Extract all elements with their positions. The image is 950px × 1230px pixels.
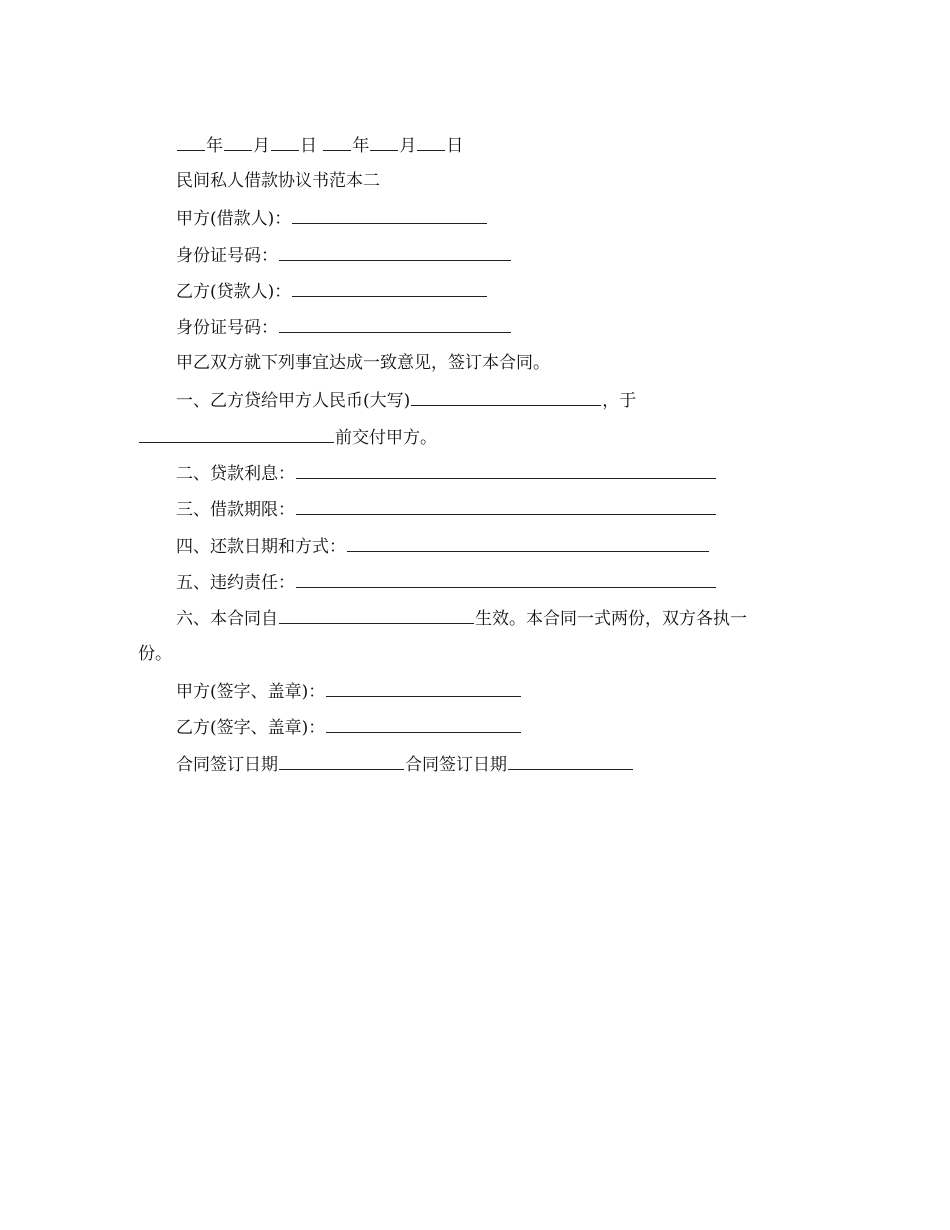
party-b-label: 乙方(贷款人)： xyxy=(176,282,292,302)
agreement-line: 甲乙双方就下列事宜达成一致意见，签订本合同。 xyxy=(176,353,550,373)
party-b-line xyxy=(176,279,488,303)
sign-b-label: 乙方(签字、盖章)： xyxy=(176,718,326,738)
clause-2-line xyxy=(176,461,717,485)
day-blank-2[interactable] xyxy=(417,133,445,151)
effective-date-blank[interactable] xyxy=(279,606,474,624)
clause-1-line xyxy=(176,388,636,412)
clause-5-label: 五、违约责任： xyxy=(176,573,295,593)
clause-1-cont: 前交付甲方。 xyxy=(335,428,437,448)
clause-5-line xyxy=(176,570,717,594)
sign-a-line xyxy=(176,679,522,703)
party-b-blank[interactable] xyxy=(292,279,487,297)
term-blank[interactable] xyxy=(296,497,716,515)
sign-a-blank[interactable] xyxy=(326,679,521,697)
year-blank-2[interactable] xyxy=(323,133,351,151)
sign-date-line xyxy=(176,752,634,776)
id-b-line xyxy=(176,315,512,339)
sign-a-label: 甲方(签字、盖章)： xyxy=(176,682,326,702)
date-line xyxy=(176,133,463,157)
clause-6-cont: 份。 xyxy=(138,644,172,664)
clause-6-rest: 生效。本合同一式两份，双方各执一 xyxy=(475,609,747,629)
amount-blank[interactable] xyxy=(411,388,601,406)
id-b-label: 身份证号码： xyxy=(176,318,278,338)
sign-date-blank-2[interactable] xyxy=(508,752,633,770)
year-label: 年 xyxy=(206,136,223,156)
month-label-2: 月 xyxy=(399,136,417,156)
clause-3-label: 三、借款期限： xyxy=(176,500,295,520)
sign-b-blank[interactable] xyxy=(326,715,521,733)
id-a-label: 身份证号码： xyxy=(176,246,278,266)
sign-b-line xyxy=(176,715,522,739)
clause-1-label: 一、乙方贷给甲方人民币(大写) xyxy=(176,391,411,411)
clause-3-line xyxy=(176,497,717,521)
document-title: 民间私人借款协议书范本二 xyxy=(176,171,380,191)
party-a-blank[interactable] xyxy=(292,206,487,224)
month-label: 月 xyxy=(253,136,270,156)
delivery-date-blank[interactable] xyxy=(139,425,334,443)
interest-blank[interactable] xyxy=(296,461,716,479)
clause-2-label: 二、贷款利息： xyxy=(176,464,295,484)
id-a-line xyxy=(176,243,512,267)
repayment-blank[interactable] xyxy=(347,534,709,552)
liability-blank[interactable] xyxy=(296,570,716,588)
clause-6-line xyxy=(176,606,747,630)
sign-date-label-2: 合同签订日期 xyxy=(405,755,507,775)
clause-1-mid: ，于 xyxy=(602,391,637,411)
day-label: 日 xyxy=(300,136,317,156)
month-blank-2[interactable] xyxy=(370,133,398,151)
year-label-2: 年 xyxy=(352,136,370,156)
day-blank[interactable] xyxy=(271,133,299,151)
clause-4-line xyxy=(176,534,710,558)
clause-4-label: 四、还款日期和方式： xyxy=(176,537,346,557)
clause-6-label: 六、本合同自 xyxy=(176,609,278,629)
sign-date-label-1: 合同签订日期 xyxy=(176,755,278,775)
month-blank[interactable] xyxy=(224,133,252,151)
id-a-blank[interactable] xyxy=(279,243,511,261)
party-a-line xyxy=(176,206,488,230)
year-blank[interactable] xyxy=(177,133,205,151)
clause-1-cont-line xyxy=(138,425,437,449)
id-b-blank[interactable] xyxy=(279,315,511,333)
party-a-label: 甲方(借款人)： xyxy=(176,209,292,229)
day-label-2: 日 xyxy=(446,136,464,156)
sign-date-blank-1[interactable] xyxy=(279,752,404,770)
